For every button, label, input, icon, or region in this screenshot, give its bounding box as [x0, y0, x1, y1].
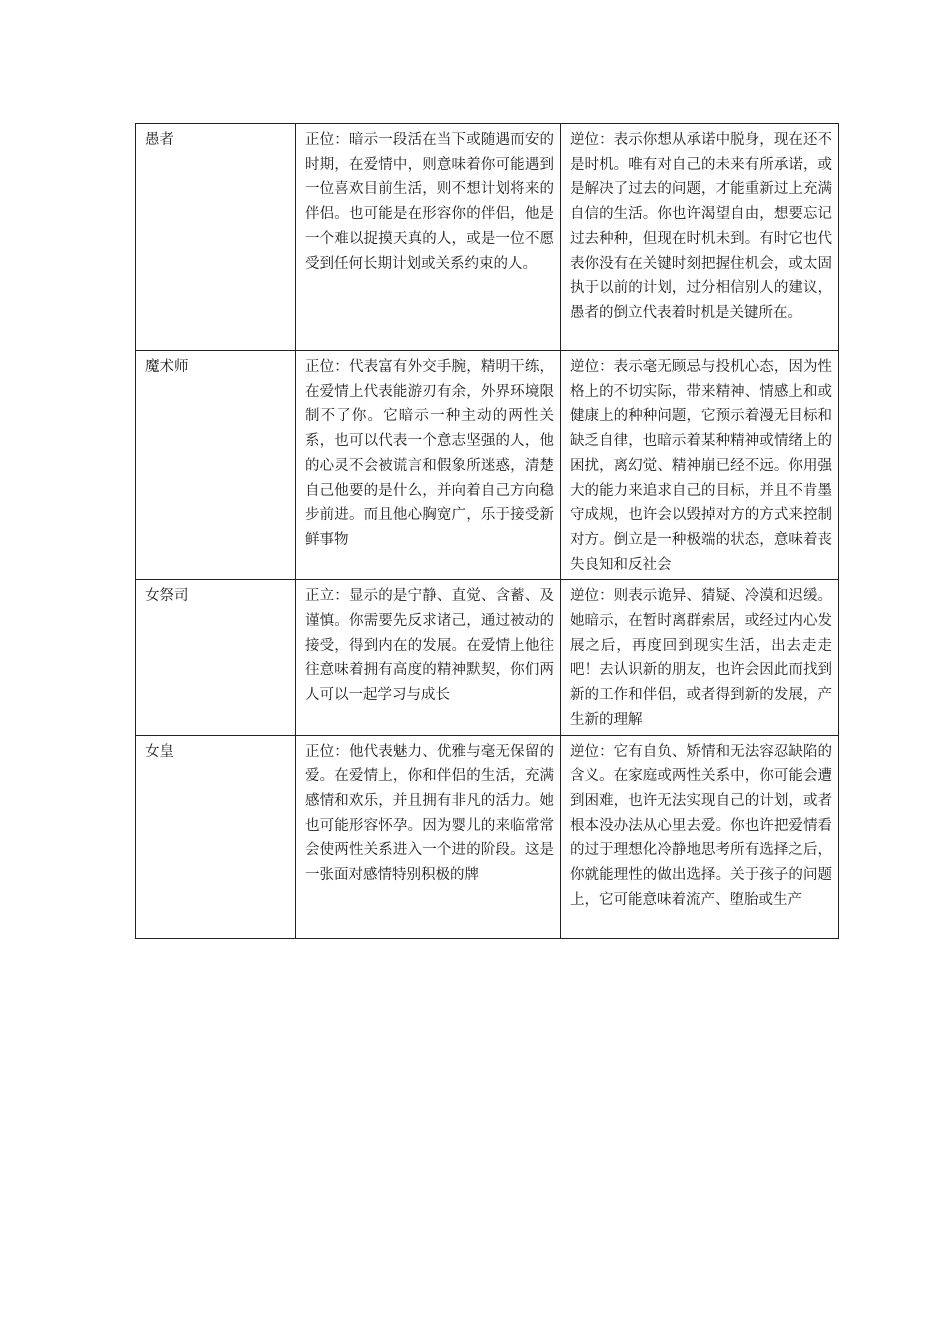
table-row: [136, 735, 839, 938]
reversed-meaning-cell: 逆位：它有自负、矫情和无法容忍缺陷的含义。在家庭或两性关系中，你可能会遭到困难，也许无法实现自己的计划，或者根本没办法从心里去爱。你也许把爱情看的过于理想化冷静地思考所有选择之后，你就能理性的做出选择。关于孩子的问题上，它可能意味着流产、堕胎或生产: [561, 735, 839, 938]
reversed-meaning-cell: 逆位：表示毫无顾忌与投机心态，因为性格上的不切实际，带来精神、情感上和或健康上的种种问题，它预示着漫无目标和缺乏自律，也暗示着某种精神或情绪上的困扰，离幻觉、精神崩已经不远。你用强大的能力来追求自己的目标，并且不肯墨守成规，也许会以毁掉对方的方式来控制对方。倒立是一种极端的状态，意味着丧失良知和反社会: [561, 351, 839, 580]
upright-meaning-cell: 正位：暗示一段活在当下或随遇而安的时期，在爱情中，则意味着你可能遇到一位喜欢目前生活，则不想计划将来的伴侣。也可能是在形容你的伴侣，他是一个难以捉摸天真的人，或是一位不愿受到任何长期计划或关系约束的人。: [296, 124, 561, 351]
tarot-meaning-table: [135, 123, 839, 939]
upright-meaning-cell: 正位：他代表魅力、优雅与毫无保留的爱。在爱情上，你和伴侣的生活，充满感情和欢乐，并且拥有非凡的活力。她也可能形容怀孕。因为婴儿的来临常常会使两性关系进入一个进的阶段。这是一张面对感情特别积极的牌: [296, 735, 561, 938]
table-row: [136, 124, 839, 351]
card-name-cell: 愚者: [136, 124, 296, 351]
reversed-meaning-cell: 逆位：则表示诡异、猜疑、冷漠和迟缓。她暗示，在暂时离群索居，或经过内心发展之后，再度回到现实生活，出去走走吧！去认识新的朋友，也许会因此而找到新的工作和伴侣，或者得到新的发展，产生新的理解: [561, 580, 839, 735]
table-row: [136, 580, 839, 735]
upright-meaning-cell: 正位：代表富有外交手腕，精明干练，在爱情上代表能游刃有余，外界环境限制不了你。它暗示一种主动的两性关系，也可以代表一个意志坚强的人，他的心灵不会被谎言和假象所迷惑，清楚自己他要的是什么，并向着自己方向稳步前进。而且他心胸宽广，乐于接受新鲜事物: [296, 351, 561, 580]
card-name-cell: 魔术师: [136, 351, 296, 580]
reversed-meaning-cell: 逆位：表示你想从承诺中脱身，现在还不是时机。唯有对自己的未来有所承诺，或是解决了过去的问题，才能重新过上充满自信的生活。你也许渴望自由，想要忘记过去种种，但现在时机未到。有时它也代表你没有在关键时刻把握住机会，或太固执于以前的计划，过分相信别人的建议，愚者的倒立代表着时机是关键所在。: [561, 124, 839, 351]
table-row: [136, 351, 839, 580]
upright-meaning-cell: 正立：显示的是宁静、直觉、含蓄、及谨慎。你需要先反求诸己，通过被动的接受，得到内在的发展。在爱情上他往往意味着拥有高度的精神默契，你们两人可以一起学习与成长: [296, 580, 561, 735]
card-name-cell: 女祭司: [136, 580, 296, 735]
card-name-cell: 女皇: [136, 735, 296, 938]
